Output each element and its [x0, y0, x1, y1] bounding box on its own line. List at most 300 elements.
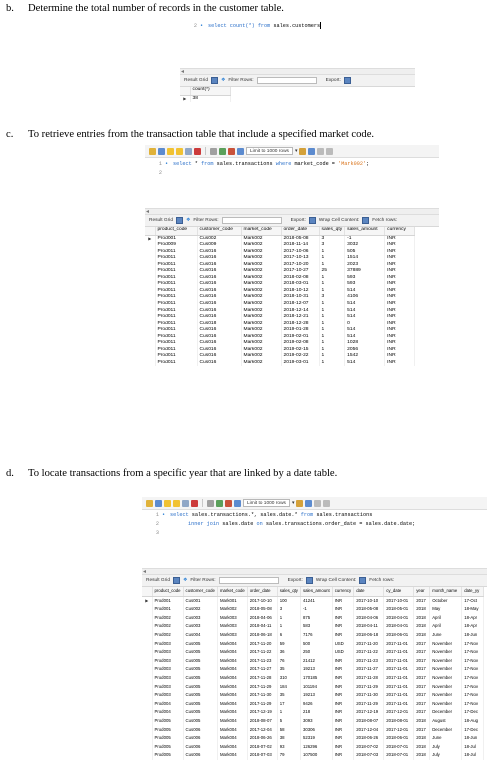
- table-cell[interactable]: Prod011: [155, 249, 197, 256]
- table-cell[interactable]: 2017-11-01: [384, 674, 414, 683]
- table-cell[interactable]: 2019-03-01: [281, 360, 319, 367]
- table-cell[interactable]: Mark002: [241, 334, 281, 341]
- column-header[interactable]: order_date: [247, 587, 277, 596]
- table-cell[interactable]: -1: [345, 235, 385, 242]
- table-cell[interactable]: Prod005: [152, 726, 183, 735]
- table-cell[interactable]: 2017: [414, 708, 430, 717]
- table-cell[interactable]: INR: [385, 321, 415, 328]
- table-cell[interactable]: November: [430, 640, 462, 649]
- commit-icon[interactable]: [219, 148, 226, 155]
- table-cell[interactable]: 3093: [300, 717, 332, 726]
- table-cell[interactable]: 2017: [414, 596, 430, 605]
- table-cell[interactable]: 41241: [300, 596, 332, 605]
- table-cell[interactable]: 2017-10-06: [281, 249, 319, 256]
- table-cell[interactable]: 2017: [414, 700, 430, 709]
- table-cell[interactable]: Cus005: [183, 683, 217, 692]
- column-header[interactable]: currency: [332, 587, 353, 596]
- table-cell[interactable]: Mark002: [241, 327, 281, 334]
- table-cell[interactable]: May: [430, 605, 462, 614]
- table-cell[interactable]: 2018-04-11: [354, 622, 384, 631]
- table-cell[interactable]: INR: [332, 700, 353, 709]
- table-cell[interactable]: Prod005: [152, 734, 183, 743]
- table-cell[interactable]: Mark004: [217, 717, 247, 726]
- table-cell[interactable]: INR: [332, 622, 353, 631]
- table-cell[interactable]: 2017-12-01: [384, 708, 414, 717]
- table-cell[interactable]: 2018-07-02: [354, 743, 384, 752]
- filter-rows-input[interactable]: [222, 217, 282, 224]
- table-cell[interactable]: INR: [332, 691, 353, 700]
- table-cell[interactable]: Mark002: [217, 605, 247, 614]
- table-cell[interactable]: 18-Apr: [462, 614, 484, 623]
- table-cell[interactable]: 79: [277, 751, 300, 760]
- column-header[interactable]: order_date: [281, 227, 319, 235]
- table-cell[interactable]: 2018-12-14: [281, 308, 319, 315]
- table-cell[interactable]: 52319: [300, 734, 332, 743]
- table-cell[interactable]: 593: [345, 275, 385, 282]
- table-cell[interactable]: 2018: [414, 631, 430, 640]
- table-cell[interactable]: Prod011: [155, 327, 197, 334]
- table-cell[interactable]: 2018-07-01: [384, 751, 414, 760]
- wrap-icon[interactable]: [326, 148, 333, 155]
- table-cell[interactable]: 2017: [414, 640, 430, 649]
- table-cell[interactable]: INR: [385, 294, 415, 301]
- table-cell[interactable]: Mark004: [217, 734, 247, 743]
- table-cell[interactable]: Prod011: [155, 314, 197, 321]
- commit-icon[interactable]: [216, 500, 223, 507]
- table-cell[interactable]: 100: [277, 596, 300, 605]
- table-cell[interactable]: 17: [277, 700, 300, 709]
- table-cell[interactable]: 2017-11-01: [384, 640, 414, 649]
- table-row[interactable]: [142, 648, 484, 657]
- table-cell[interactable]: 514: [345, 301, 385, 308]
- sql-editor-c[interactable]: [145, 158, 439, 208]
- table-cell[interactable]: 2017: [414, 665, 430, 674]
- execute-current-icon[interactable]: [173, 500, 180, 507]
- find-icon[interactable]: [305, 500, 312, 507]
- table-cell[interactable]: 2018-07-02: [247, 743, 277, 752]
- table-cell[interactable]: Mark002: [241, 301, 281, 308]
- table-cell[interactable]: Mark004: [217, 726, 247, 735]
- table-cell[interactable]: 1: [319, 275, 345, 282]
- column-header[interactable]: sales_qty: [319, 227, 345, 235]
- table-cell[interactable]: 1: [319, 321, 345, 328]
- table-cell[interactable]: Prod003: [152, 674, 183, 683]
- table-row[interactable]: [142, 726, 484, 735]
- chevron-down-icon[interactable]: ▾: [291, 500, 295, 506]
- table-cell[interactable]: Mark002: [241, 321, 281, 328]
- table-cell[interactable]: USD: [332, 648, 353, 657]
- table-cell[interactable]: 514: [345, 360, 385, 367]
- table-cell[interactable]: 2019-02-22: [281, 353, 319, 360]
- table-cell[interactable]: Mark004: [217, 648, 247, 657]
- table-cell[interactable]: 2017-11-23: [354, 657, 384, 666]
- table-cell[interactable]: Prod011: [155, 255, 197, 262]
- table-cell[interactable]: 17-Nov: [462, 657, 484, 666]
- stop-icon[interactable]: [191, 500, 198, 507]
- rollback-icon[interactable]: [225, 500, 232, 507]
- table-row[interactable]: [142, 596, 484, 605]
- explain-icon[interactable]: [185, 148, 192, 155]
- table-cell[interactable]: Cus016: [197, 301, 241, 308]
- table-cell[interactable]: INR: [385, 235, 415, 242]
- table-cell[interactable]: 2017-11-28: [247, 674, 277, 683]
- table-cell[interactable]: Prod011: [155, 262, 197, 269]
- table-cell[interactable]: 36: [277, 648, 300, 657]
- table-cell[interactable]: 2018-08-07: [354, 717, 384, 726]
- table-cell[interactable]: USD: [332, 640, 353, 649]
- find-icon[interactable]: [308, 148, 315, 155]
- table-cell[interactable]: 184: [277, 683, 300, 692]
- table-cell[interactable]: 38: [190, 95, 230, 102]
- table-cell[interactable]: 19213: [300, 691, 332, 700]
- table-cell[interactable]: Prod011: [155, 275, 197, 282]
- table-cell[interactable]: July: [430, 743, 462, 752]
- table-cell[interactable]: Cus005: [183, 674, 217, 683]
- table-cell[interactable]: 2056: [345, 347, 385, 354]
- table-cell[interactable]: December: [430, 708, 462, 717]
- explain-icon[interactable]: [182, 500, 189, 507]
- table-cell[interactable]: 2017: [414, 691, 430, 700]
- table-cell[interactable]: 2017-11-20: [247, 640, 277, 649]
- sql-editor-b[interactable]: [180, 20, 415, 54]
- table-cell[interactable]: 2018: [414, 605, 430, 614]
- table-row[interactable]: [142, 700, 484, 709]
- table-cell[interactable]: 500: [300, 640, 332, 649]
- table-cell[interactable]: 2018: [414, 614, 430, 623]
- table-cell[interactable]: 2017-12-04: [354, 726, 384, 735]
- beautify-icon[interactable]: [299, 148, 306, 155]
- table-cell[interactable]: 18-Aug: [462, 717, 484, 726]
- table-cell[interactable]: Cus016: [197, 334, 241, 341]
- table-cell[interactable]: Mark004: [217, 665, 247, 674]
- table-cell[interactable]: 1: [319, 262, 345, 269]
- table-cell[interactable]: 2017-11-01: [384, 700, 414, 709]
- table-cell[interactable]: 18-Jun: [462, 734, 484, 743]
- table-cell[interactable]: Mark002: [241, 242, 281, 249]
- table-cell[interactable]: 514: [345, 327, 385, 334]
- table-cell[interactable]: INR: [332, 717, 353, 726]
- export-icon[interactable]: [309, 217, 316, 224]
- column-header[interactable]: sales_amount: [300, 587, 332, 596]
- table-row[interactable]: [142, 631, 484, 640]
- table-cell[interactable]: Cus009: [197, 242, 241, 249]
- table-cell[interactable]: INR: [385, 327, 415, 334]
- table-cell[interactable]: November: [430, 665, 462, 674]
- table-cell[interactable]: 2017: [414, 674, 430, 683]
- table-cell[interactable]: Prod004: [152, 700, 183, 709]
- table-cell[interactable]: Prod005: [152, 743, 183, 752]
- table-cell[interactable]: 2017-11-27: [354, 665, 384, 674]
- table-cell[interactable]: 2018-04-06: [354, 614, 384, 623]
- table-cell[interactable]: Cus003: [183, 614, 217, 623]
- table-cell[interactable]: INR: [385, 275, 415, 282]
- table-cell[interactable]: Mark002: [241, 347, 281, 354]
- table-cell[interactable]: 2017-11-28: [354, 674, 384, 683]
- grid-icon[interactable]: [211, 77, 218, 84]
- export-icon[interactable]: [344, 77, 351, 84]
- table-cell[interactable]: 1542: [345, 353, 385, 360]
- open-file-icon[interactable]: [149, 148, 156, 155]
- table-cell[interactable]: Cus016: [197, 360, 241, 367]
- table-cell[interactable]: Mark002: [241, 275, 281, 282]
- table-cell[interactable]: November: [430, 700, 462, 709]
- table-cell[interactable]: Mark002: [241, 262, 281, 269]
- table-cell[interactable]: Prod001: [155, 235, 197, 242]
- table-cell[interactable]: 58: [277, 726, 300, 735]
- table-cell[interactable]: Prod001: [152, 596, 183, 605]
- table-cell[interactable]: INR: [385, 288, 415, 295]
- table-cell[interactable]: Prod003: [152, 657, 183, 666]
- table-cell[interactable]: 2018-04-01: [384, 614, 414, 623]
- table-cell[interactable]: Cus001: [183, 596, 217, 605]
- editor-hscrollbar[interactable]: [142, 568, 487, 575]
- filter-rows-input[interactable]: [257, 77, 317, 84]
- table-cell[interactable]: 1514: [345, 255, 385, 262]
- table-cell[interactable]: Prod003: [152, 640, 183, 649]
- column-header[interactable]: date: [354, 587, 384, 596]
- table-cell[interactable]: 2018: [414, 717, 430, 726]
- table-cell[interactable]: 2019-02-08: [281, 340, 319, 347]
- column-header[interactable]: customer_code: [183, 587, 217, 596]
- table-cell[interactable]: 2017-11-29: [354, 683, 384, 692]
- table-cell[interactable]: 17-Dec: [462, 708, 484, 717]
- table-cell[interactable]: 583: [300, 622, 332, 631]
- table-cell[interactable]: 5: [277, 717, 300, 726]
- table-cell[interactable]: Cus005: [183, 648, 217, 657]
- table-cell[interactable]: Prod011: [155, 347, 197, 354]
- table-cell[interactable]: INR: [385, 268, 415, 275]
- table-cell[interactable]: Cus006: [183, 734, 217, 743]
- table-cell[interactable]: 2018-10-31: [281, 294, 319, 301]
- table-cell[interactable]: 514: [345, 308, 385, 315]
- table-cell[interactable]: 2023: [345, 262, 385, 269]
- table-cell[interactable]: 93: [277, 743, 300, 752]
- scroll-left-icon[interactable]: ◂: [181, 69, 185, 75]
- table-cell[interactable]: 2017: [414, 648, 430, 657]
- table-cell[interactable]: Cus002: [197, 235, 241, 242]
- result-grid-tab[interactable]: Result Grid: [184, 78, 208, 83]
- table-cell[interactable]: INR: [332, 751, 353, 760]
- table-cell[interactable]: 2018-07-03: [354, 751, 384, 760]
- table-cell[interactable]: 218: [300, 708, 332, 717]
- table-row[interactable]: [180, 95, 230, 102]
- filter-rows-input[interactable]: [219, 577, 279, 584]
- table-cell[interactable]: Cus016: [197, 294, 241, 301]
- table-cell[interactable]: INR: [385, 308, 415, 315]
- table-cell[interactable]: Mark002: [241, 288, 281, 295]
- table-cell[interactable]: INR: [332, 605, 353, 614]
- table-cell[interactable]: 1: [319, 255, 345, 262]
- table-cell[interactable]: 2018-07-01: [384, 743, 414, 752]
- column-header[interactable]: cy_date: [384, 587, 414, 596]
- table-cell[interactable]: 18-Apr: [462, 622, 484, 631]
- table-cell[interactable]: Mark004: [217, 691, 247, 700]
- table-cell[interactable]: Prod011: [155, 308, 197, 315]
- invisible-chars-icon[interactable]: [317, 148, 324, 155]
- table-cell[interactable]: 2018-04-01: [384, 622, 414, 631]
- table-cell[interactable]: 2017-10-20: [281, 262, 319, 269]
- table-cell[interactable]: INR: [385, 255, 415, 262]
- table-cell[interactable]: Mark004: [217, 640, 247, 649]
- table-cell[interactable]: 2017-10-27: [281, 268, 319, 275]
- table-cell[interactable]: Mark004: [217, 657, 247, 666]
- grid-icon[interactable]: [173, 577, 180, 584]
- table-cell[interactable]: 1: [319, 340, 345, 347]
- column-header[interactable]: month_name: [430, 587, 462, 596]
- table-cell[interactable]: Cus002: [183, 605, 217, 614]
- table-cell[interactable]: 35: [277, 691, 300, 700]
- table-cell[interactable]: Cus016: [197, 314, 241, 321]
- table-cell[interactable]: 2017-11-01: [384, 665, 414, 674]
- table-cell[interactable]: 1: [319, 249, 345, 256]
- table-cell[interactable]: 514: [345, 314, 385, 321]
- table-cell[interactable]: April: [430, 614, 462, 623]
- column-header[interactable]: market_code: [241, 227, 281, 235]
- table-cell[interactable]: 2018-05-08: [247, 605, 277, 614]
- table-cell[interactable]: INR: [385, 360, 415, 367]
- column-header[interactable]: sales_qty: [277, 587, 300, 596]
- table-cell[interactable]: 126296: [300, 743, 332, 752]
- table-cell[interactable]: Mark002: [241, 255, 281, 262]
- table-cell[interactable]: INR: [385, 353, 415, 360]
- table-cell[interactable]: 2017-11-23: [247, 657, 277, 666]
- table-cell[interactable]: Cus005: [183, 717, 217, 726]
- table-cell[interactable]: -1: [300, 605, 332, 614]
- table-cell[interactable]: August: [430, 717, 462, 726]
- table-cell[interactable]: INR: [385, 347, 415, 354]
- table-cell[interactable]: Prod003: [152, 648, 183, 657]
- table-cell[interactable]: 875: [300, 614, 332, 623]
- table-cell[interactable]: 17-Nov: [462, 640, 484, 649]
- table-cell[interactable]: Prod005: [152, 751, 183, 760]
- table-cell[interactable]: Cus016: [197, 340, 241, 347]
- table-cell[interactable]: INR: [385, 262, 415, 269]
- table-cell[interactable]: Mark004: [217, 683, 247, 692]
- toggle-error-icon[interactable]: [207, 500, 214, 507]
- table-cell[interactable]: 17-Nov: [462, 674, 484, 683]
- scroll-left-icon[interactable]: ◂: [146, 209, 150, 215]
- column-header[interactable]: customer_code: [197, 227, 241, 235]
- table-cell[interactable]: 2018-02-08: [281, 275, 319, 282]
- table-cell[interactable]: 19213: [300, 665, 332, 674]
- table-cell[interactable]: Cus018: [197, 321, 241, 328]
- table-cell[interactable]: 1: [319, 334, 345, 341]
- table-cell[interactable]: 37889: [345, 268, 385, 275]
- table-cell[interactable]: June: [430, 631, 462, 640]
- table-cell[interactable]: Cus005: [183, 700, 217, 709]
- table-cell[interactable]: 17-Nov: [462, 648, 484, 657]
- table-cell[interactable]: Mark004: [217, 700, 247, 709]
- table-row[interactable]: [142, 717, 484, 726]
- table-cell[interactable]: Cus016: [197, 288, 241, 295]
- result-grid-tab[interactable]: Result Grid: [149, 218, 173, 223]
- table-cell[interactable]: 1: [319, 314, 345, 321]
- column-header[interactable]: currency: [385, 227, 415, 235]
- table-cell[interactable]: INR: [332, 674, 353, 683]
- table-cell[interactable]: 3: [319, 294, 345, 301]
- table-cell[interactable]: 21412: [300, 657, 332, 666]
- table-cell[interactable]: 2018-06-18: [354, 631, 384, 640]
- table-cell[interactable]: 4106: [345, 294, 385, 301]
- table-cell[interactable]: Mark002: [241, 249, 281, 256]
- table-cell[interactable]: 17-Nov: [462, 700, 484, 709]
- table-cell[interactable]: Prod002: [152, 631, 183, 640]
- table-cell[interactable]: 3: [319, 235, 345, 242]
- table-cell[interactable]: Mark002: [241, 268, 281, 275]
- table-cell[interactable]: 1: [319, 360, 345, 367]
- export-icon[interactable]: [306, 577, 313, 584]
- table-cell[interactable]: 2018-06-01: [384, 631, 414, 640]
- table-cell[interactable]: Prod003: [152, 683, 183, 692]
- table-cell[interactable]: 101194: [300, 683, 332, 692]
- table-cell[interactable]: 2018-06-26: [247, 734, 277, 743]
- table-cell[interactable]: July: [430, 751, 462, 760]
- table-cell[interactable]: Mark004: [217, 674, 247, 683]
- table-cell[interactable]: Cus016: [197, 255, 241, 262]
- table-cell[interactable]: 2017-12-19: [247, 708, 277, 717]
- table-cell[interactable]: 2018-07-03: [247, 751, 277, 760]
- save-icon[interactable]: [155, 500, 162, 507]
- table-cell[interactable]: 1: [319, 281, 345, 288]
- table-cell[interactable]: Prod004: [152, 708, 183, 717]
- table-cell[interactable]: Prod011: [155, 288, 197, 295]
- table-cell[interactable]: Cus016: [197, 308, 241, 315]
- table-cell[interactable]: 2018: [414, 622, 430, 631]
- table-cell[interactable]: 2018-06-01: [384, 734, 414, 743]
- table-cell[interactable]: 2017-11-20: [354, 640, 384, 649]
- table-cell[interactable]: Prod011: [155, 268, 197, 275]
- table-row[interactable]: [142, 734, 484, 743]
- table-cell[interactable]: Cus016: [197, 327, 241, 334]
- editor-hscrollbar[interactable]: [180, 68, 415, 75]
- table-cell[interactable]: Mark002: [241, 294, 281, 301]
- scroll-left-icon[interactable]: ◂: [143, 569, 147, 575]
- autocommit-icon[interactable]: [237, 148, 244, 155]
- table-cell[interactable]: Cus016: [197, 268, 241, 275]
- table-cell[interactable]: 2017-10-10: [247, 596, 277, 605]
- table-cell[interactable]: INR: [332, 631, 353, 640]
- open-file-icon[interactable]: [146, 500, 153, 507]
- table-cell[interactable]: 2017-11-30: [247, 691, 277, 700]
- invisible-chars-icon[interactable]: [314, 500, 321, 507]
- table-cell[interactable]: 107500: [300, 751, 332, 760]
- table-cell[interactable]: 17-Nov: [462, 683, 484, 692]
- table-cell[interactable]: Prod009: [155, 242, 197, 249]
- table-cell[interactable]: Mark002: [241, 235, 281, 242]
- table-cell[interactable]: Mark002: [241, 281, 281, 288]
- table-cell[interactable]: 59: [277, 640, 300, 649]
- execute-icon[interactable]: [164, 500, 171, 507]
- table-cell[interactable]: November: [430, 674, 462, 683]
- table-cell[interactable]: 310: [277, 674, 300, 683]
- table-cell[interactable]: 2018-04-11: [247, 622, 277, 631]
- rollback-icon[interactable]: [228, 148, 235, 155]
- table-cell[interactable]: 514: [345, 334, 385, 341]
- table-cell[interactable]: Cus005: [183, 665, 217, 674]
- table-cell[interactable]: 2018-08-07: [247, 717, 277, 726]
- table-cell[interactable]: 2017-11-01: [384, 648, 414, 657]
- table-row[interactable]: [142, 665, 484, 674]
- editor-hscrollbar[interactable]: [145, 208, 439, 215]
- table-cell[interactable]: Prod011: [155, 321, 197, 328]
- table-cell[interactable]: 25: [319, 268, 345, 275]
- table-cell[interactable]: 3: [277, 605, 300, 614]
- table-cell[interactable]: 1: [277, 622, 300, 631]
- wrap-icon[interactable]: [323, 500, 330, 507]
- table-cell[interactable]: INR: [332, 596, 353, 605]
- table-cell[interactable]: 1: [319, 288, 345, 295]
- table-cell[interactable]: Mark004: [217, 751, 247, 760]
